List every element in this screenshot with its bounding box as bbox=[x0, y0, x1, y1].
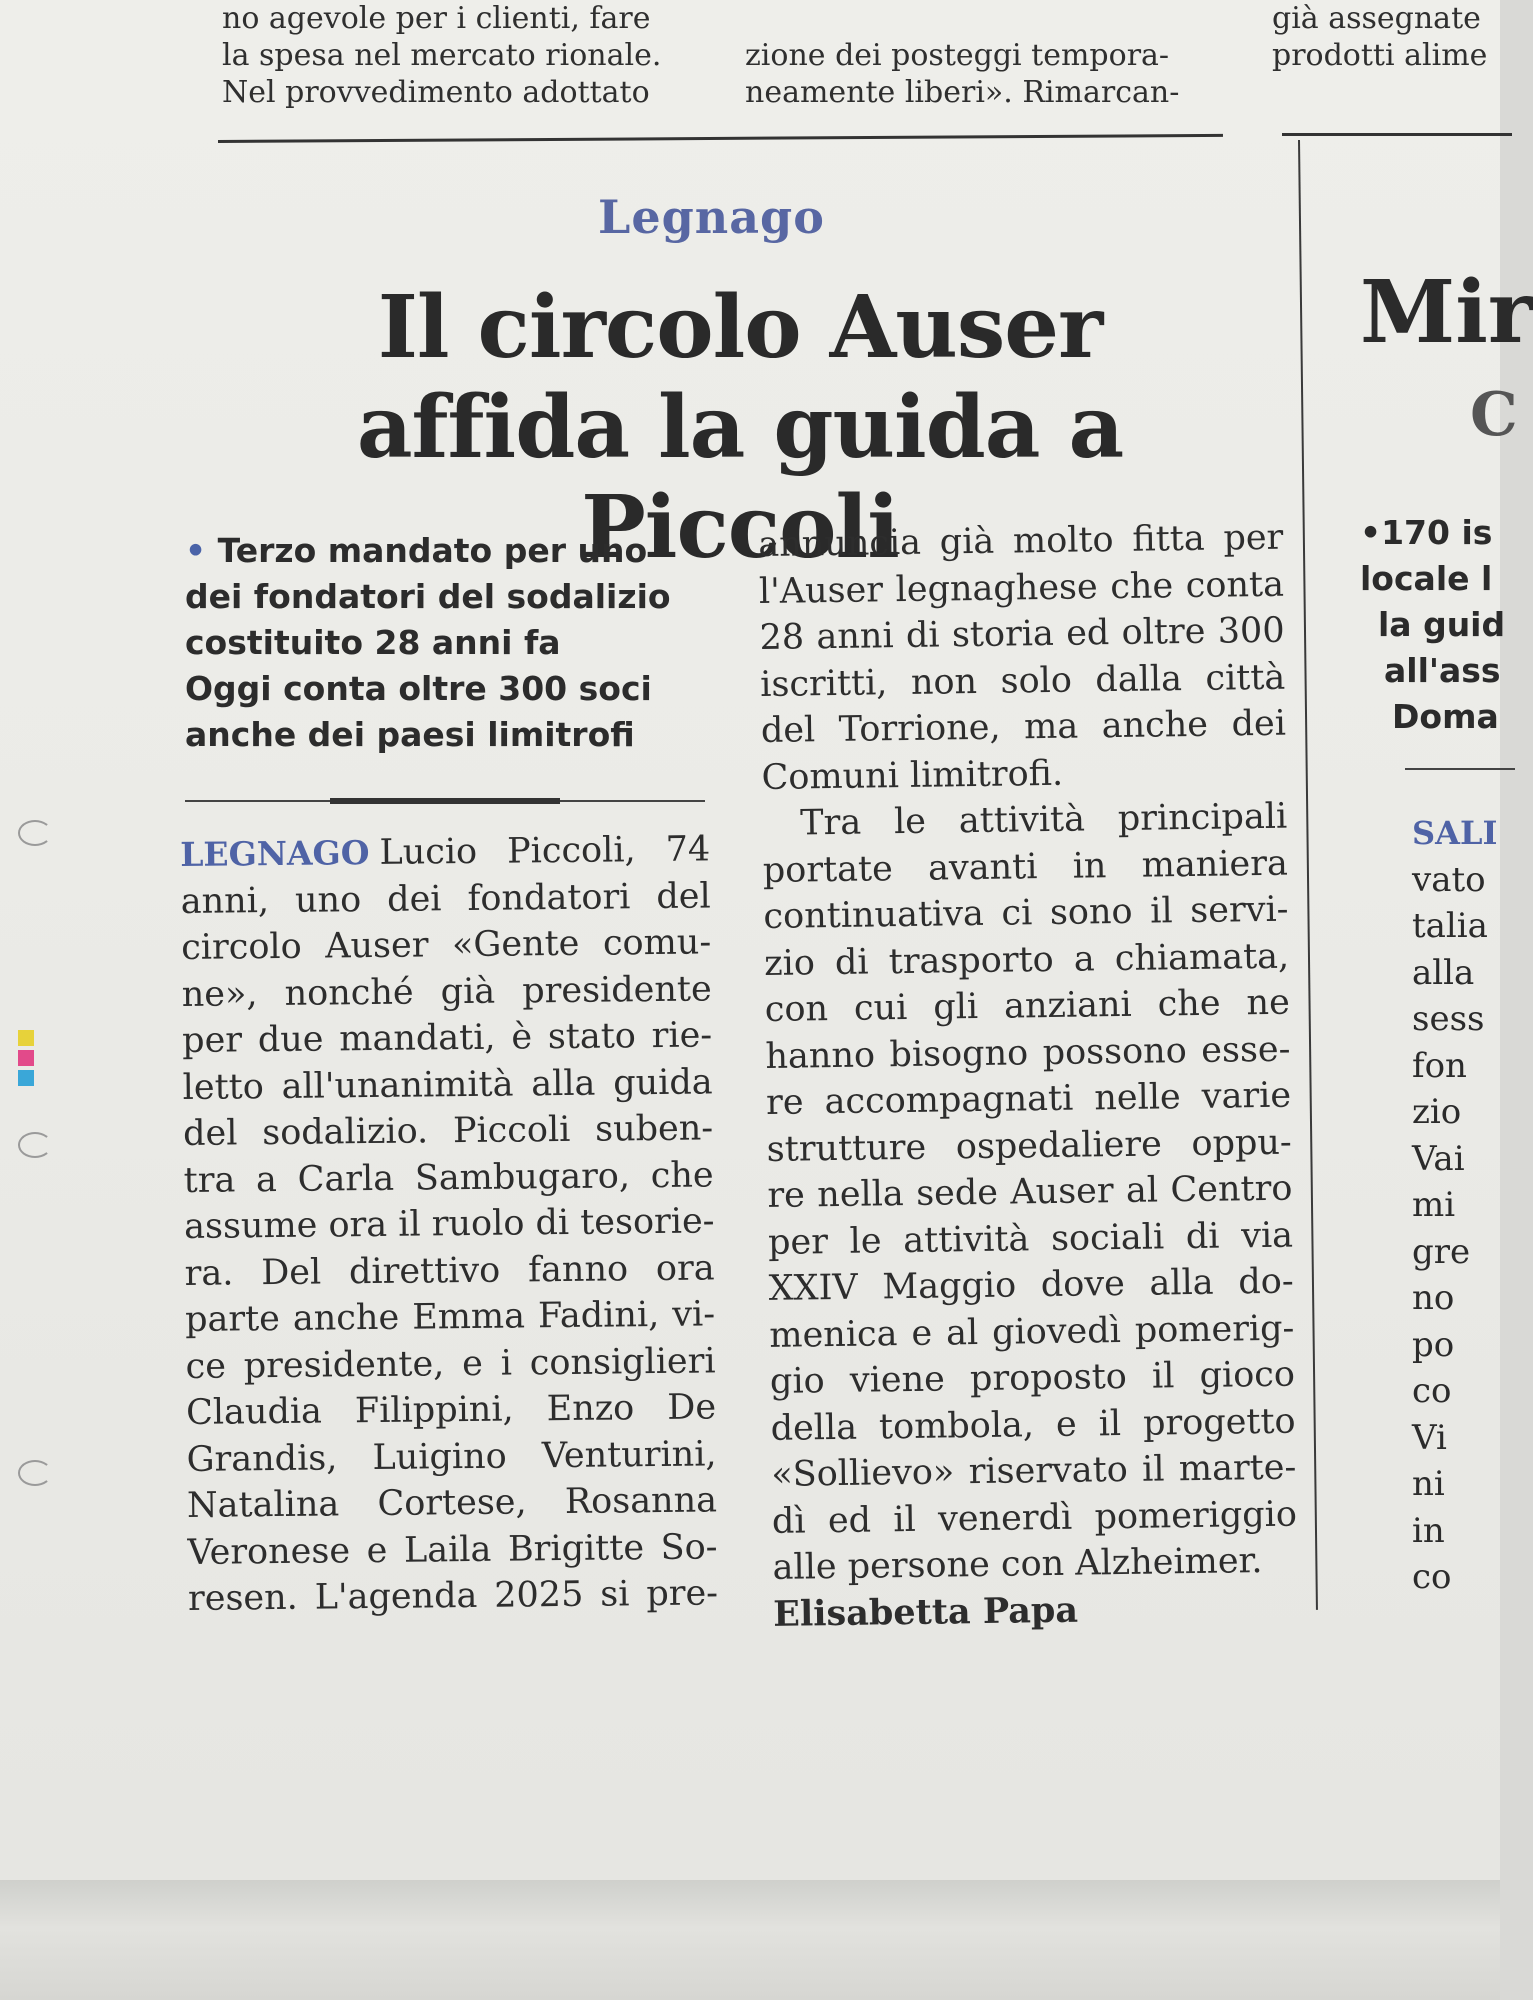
body-line: del sodalizio. Piccoli suben- bbox=[182, 1108, 714, 1154]
body-line: gre bbox=[1412, 1231, 1471, 1272]
body-line: ne», nonché già presidente bbox=[181, 968, 712, 1015]
article-kicker: Legnago bbox=[598, 190, 825, 244]
summary-line: Doma bbox=[1392, 697, 1499, 736]
summary-line: la guid bbox=[1378, 605, 1506, 644]
next-article-divider bbox=[1405, 768, 1515, 770]
body-line: Tra le attività principali bbox=[799, 796, 1288, 844]
headline-line: affida la guida a Piccoli bbox=[356, 377, 1124, 578]
body-line: l'Auser legnaghese che conta bbox=[758, 564, 1285, 612]
body-line: 28 anni di storia ed oltre 300 bbox=[759, 610, 1285, 658]
body-line: con cui gli anziani che ne bbox=[764, 982, 1291, 1030]
body-line: della tombola, e il progetto bbox=[770, 1401, 1296, 1449]
body-line: zio di trasporto a chiamata, bbox=[763, 936, 1290, 984]
body-line: menica e al giovedì pomerig- bbox=[769, 1308, 1295, 1356]
body-line: XXIV Maggio dove alla do- bbox=[768, 1261, 1294, 1309]
margin-mark bbox=[18, 1132, 52, 1158]
top-line: no agevole per i clienti, fare bbox=[222, 1, 651, 36]
body-line: mi bbox=[1412, 1185, 1456, 1225]
margin-mark bbox=[18, 1460, 52, 1486]
body-line: per due mandati, è stato rie- bbox=[181, 1015, 713, 1061]
body-line: portate avanti in maniera bbox=[762, 843, 1289, 891]
body-line: Lucio Piccoli, 74 bbox=[379, 829, 711, 873]
summary-line: anche dei paesi limitrofi bbox=[185, 715, 635, 754]
top-line: zione dei posteggi tempora- bbox=[745, 38, 1170, 73]
body-line: ce presidente, e i consiglieri bbox=[185, 1340, 716, 1387]
registration-mark-yellow bbox=[18, 1030, 34, 1046]
next-article-summary bbox=[1360, 510, 1505, 740]
summary-line: all'ass bbox=[1384, 651, 1501, 690]
body-line: Claudia Filippini, Enzo De bbox=[185, 1387, 717, 1433]
body-line: strutture ospedaliere oppu- bbox=[766, 1122, 1292, 1170]
body-line: re accompagnati nelle varie bbox=[765, 1075, 1292, 1123]
body-line: per le attività sociali di via bbox=[767, 1215, 1294, 1263]
next-article-body bbox=[1412, 810, 1497, 1601]
body-line: Grandis, Luigino Venturini, bbox=[186, 1433, 717, 1480]
body-line: fon bbox=[1412, 1045, 1467, 1086]
top-strip-col3 bbox=[1272, 0, 1487, 74]
body-line: Vi bbox=[1412, 1417, 1447, 1458]
body-line: parte anche Emma Fadini, vi- bbox=[184, 1294, 716, 1340]
body-line: Natalina Cortese, Rosanna bbox=[186, 1480, 718, 1526]
headline-line: Il circolo Auser bbox=[377, 277, 1103, 378]
article-summary bbox=[185, 528, 671, 758]
body-line: anni, uno dei fondatori del bbox=[180, 875, 711, 922]
body-line: Veronese e Laila Brigitte So- bbox=[187, 1526, 718, 1573]
top-line: Nel provvedimento adottato bbox=[222, 75, 650, 110]
summary-line: dei fondatori del sodalizio bbox=[185, 577, 671, 616]
next-article-headline-2: C bbox=[1470, 380, 1518, 450]
body-line: re nella sede Auser al Centro bbox=[767, 1168, 1293, 1216]
body-line: no bbox=[1412, 1278, 1455, 1318]
body-line: Comuni limitrofi. bbox=[761, 753, 1064, 798]
margin-mark bbox=[18, 820, 52, 846]
body-line: tra a Carla Sambugaro, che bbox=[183, 1154, 714, 1201]
summary-line: Terzo mandato per uno bbox=[217, 531, 648, 570]
body-line: alle persone con Alzheimer. bbox=[772, 1541, 1263, 1588]
registration-mark-magenta bbox=[18, 1050, 34, 1066]
summary-line: •170 is bbox=[1360, 513, 1493, 552]
underlying-page bbox=[0, 1880, 1500, 2000]
body-line: talia bbox=[1412, 906, 1488, 946]
body-line: vato bbox=[1412, 859, 1486, 900]
body-line: letto all'unanimità alla guida bbox=[182, 1061, 713, 1108]
body-line: resen. L'agenda 2025 si pre- bbox=[187, 1573, 719, 1619]
body-line: zio bbox=[1412, 1092, 1462, 1132]
body-line: dì ed il venerdì pomeriggio bbox=[771, 1494, 1298, 1542]
body-line: continuativa ci sono il servi- bbox=[763, 889, 1289, 937]
summary-line: Oggi conta oltre 300 soci bbox=[185, 669, 652, 708]
top-line: già assegnate bbox=[1272, 1, 1481, 36]
top-strip-col1 bbox=[222, 0, 661, 111]
column-divider bbox=[1298, 140, 1318, 1610]
registration-mark-cyan bbox=[18, 1070, 34, 1086]
section-rule bbox=[218, 134, 1223, 143]
top-strip-col2 bbox=[745, 0, 1179, 111]
body-line: co bbox=[1412, 1557, 1452, 1597]
body-line: ra. Del direttivo fanno ora bbox=[184, 1247, 715, 1294]
article-author: Elisabetta Papa bbox=[772, 1589, 1079, 1635]
article-body-col2 bbox=[758, 515, 1299, 1638]
top-line: neamente liberi». Rimarcan- bbox=[745, 75, 1180, 110]
body-line: alla bbox=[1412, 952, 1475, 993]
body-line: co bbox=[1412, 1371, 1452, 1411]
article-body-col1 bbox=[180, 826, 718, 1622]
top-line: la spesa nel mercato rionale. bbox=[222, 38, 662, 73]
body-line: gio viene proposto il gioco bbox=[769, 1354, 1296, 1402]
bullet-icon: • bbox=[185, 531, 218, 570]
body-line: hanno bisogno possono esse- bbox=[765, 1029, 1291, 1077]
body-line: iscritti, non solo dalla città bbox=[759, 657, 1286, 705]
body-line: circolo Auser «Gente comu- bbox=[181, 922, 712, 968]
body-line: in bbox=[1412, 1510, 1445, 1551]
body-line: po bbox=[1412, 1324, 1455, 1365]
body-line: sess bbox=[1412, 999, 1485, 1039]
summary-line: costituito 28 anni fa bbox=[185, 623, 561, 662]
body-line: annuncia già molto fitta per bbox=[758, 517, 1284, 565]
top-line: prodotti alime bbox=[1272, 38, 1488, 73]
section-rule-right bbox=[1282, 133, 1512, 136]
next-article-headline: Mir bbox=[1360, 262, 1533, 363]
body-line: del Torrione, ma anche dei bbox=[760, 703, 1287, 751]
summary-divider-accent bbox=[330, 798, 560, 804]
summary-line: locale l bbox=[1360, 559, 1493, 598]
dateline: LEGNAGO bbox=[180, 833, 370, 874]
body-line: Vai bbox=[1412, 1138, 1465, 1179]
body-line: assume ora il ruolo di tesorie- bbox=[183, 1201, 715, 1247]
body-line: ni bbox=[1412, 1464, 1445, 1504]
body-line: «Sollievo» riservato il marte- bbox=[771, 1447, 1297, 1495]
dateline: SALI bbox=[1412, 814, 1498, 852]
